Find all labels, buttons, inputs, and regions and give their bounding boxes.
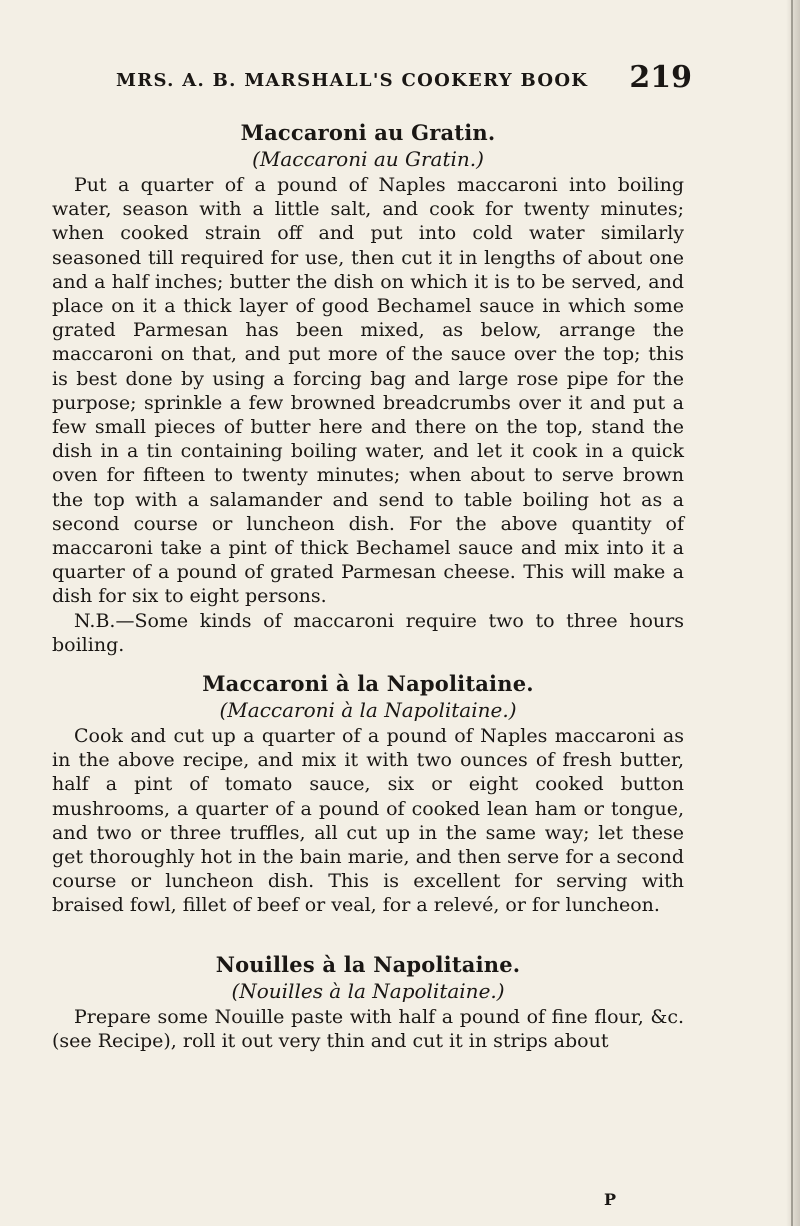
recipe-maccaroni-au-gratin <box>52 119 684 657</box>
recipe-body: Cook and cut up a quarter of a pound of Naples maccaroni as in the above recipe, and mix it with two ounces of fresh butter, half a pint of tomato sauce, six or eight cooked button mushrooms, a quarter of a pound of cooked lean ham or tongue, and two or three truffles, all cut up in the same way; let these get thoroughly hot in the bain marie, and then serve for a second course or luncheon dish. This is excellent for serving with braised fowl, fillet of beef or veal, for a relevé, or for luncheon. <box>52 725 684 917</box>
signature-mark: P <box>603 1190 616 1209</box>
recipe-title: Maccaroni à la Napolitaine. <box>202 671 534 697</box>
section-gap <box>52 918 684 951</box>
recipe-body: Prepare some Nouille paste with half a pound of fine flour, &c. (see Recipe), roll it out very thin and cut it in strips about <box>52 1005 684 1052</box>
recipe-maccaroni-napolitaine <box>52 670 684 918</box>
running-head <box>52 60 692 100</box>
recipe-subtitle: (Nouilles à la Napolitaine.) <box>231 978 505 1003</box>
recipe-subtitle: (Maccaroni au Gratin.) <box>252 147 484 171</box>
recipe-title: Maccaroni au Gratin. <box>240 120 496 145</box>
section-gap <box>52 657 684 670</box>
page-edge-shadow <box>786 0 800 1226</box>
page-number: 219 <box>629 60 692 95</box>
recipe-nouilles-napolitaine <box>52 951 684 1053</box>
recipe-title: Nouilles à la Napolitaine. <box>215 951 521 977</box>
recipe-note: N.B.—Some kinds of maccaroni require two to three hours boiling. <box>52 609 684 656</box>
page-content <box>52 119 684 1053</box>
page-edge-line <box>791 0 793 1226</box>
recipe-body: Put a quarter of a pound of Naples maccaroni into boiling water, season with a little salt, and cook for twenty minutes; when cooked strain off and put into cold water similarly seasoned till required for use, then cut it in lengths of about one and a half inches; butter the dish on which it is to be served, and place on it a thick layer of good Bechamel sauce in which some grated Parmesan has been mixed, as below, arrange the maccaroni on that, and put more of the sauce over the top; this is best done by using a forcing bag and large rose pipe for the purpose; sprinkle a few browned breadcrumbs over it and put a few small pieces of butter here and there on the top, stand the dish in a tin containing boiling water, and let it cook in a quick oven for fifteen to twenty minutes; when about to serve brown the top with a salamander and send to table boiling hot as a second course or luncheon dish. For the above quantity of maccaroni take a pint of thick Bechamel sauce and mix into it a quarter of a pound of grated Parmesan cheese. This will make a dish for six to eight persons. <box>52 174 684 608</box>
recipe-subtitle: (Maccaroni à la Napolitaine.) <box>219 698 517 723</box>
running-title: MRS. A. B. MARSHALL'S COOKERY BOOK <box>116 70 589 91</box>
